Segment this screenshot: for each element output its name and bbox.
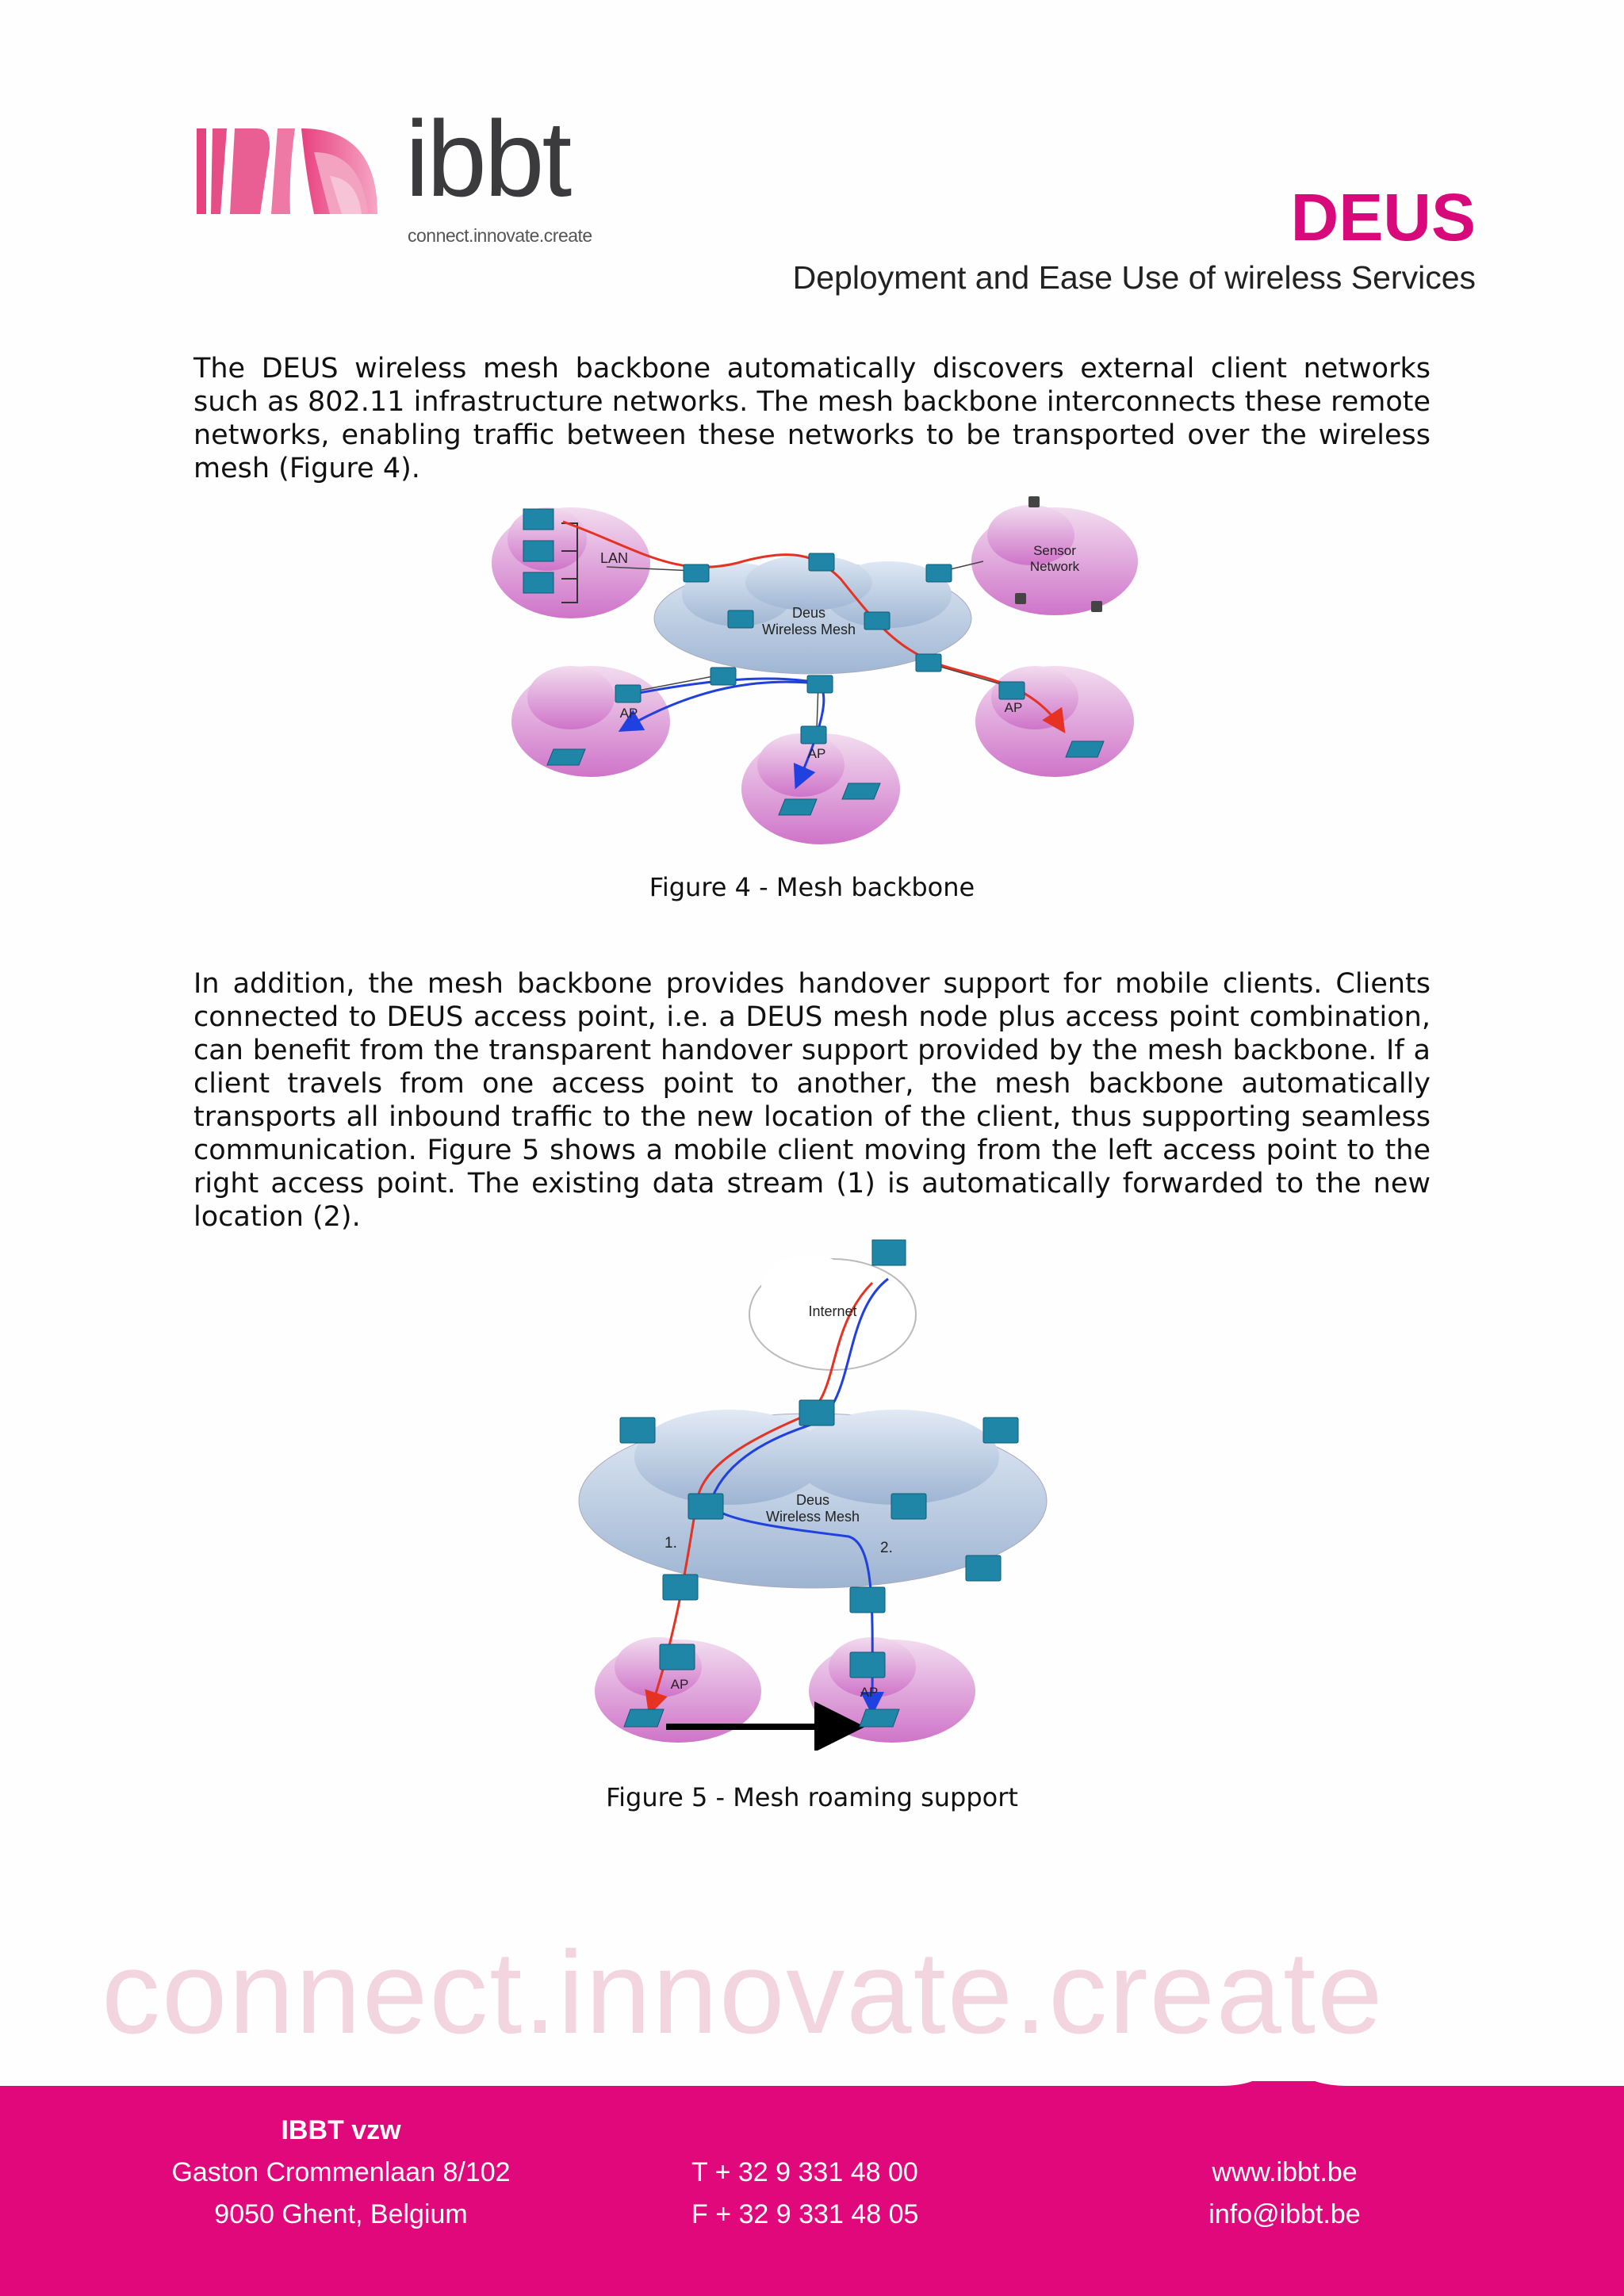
mesh-node-icon bbox=[850, 1587, 885, 1613]
ap-label-left: AP bbox=[670, 1677, 689, 1692]
laptop-icon bbox=[779, 799, 817, 815]
page-footer bbox=[0, 2081, 1624, 2296]
sensor-label-line1: Sensor bbox=[1033, 543, 1076, 558]
mesh-label-line1: Deus bbox=[791, 605, 826, 621]
footer-fax: F + 32 9 331 48 05 bbox=[691, 2199, 919, 2229]
computer-icon bbox=[523, 572, 553, 593]
mesh-node-icon bbox=[684, 564, 709, 582]
computer-icon bbox=[523, 541, 553, 561]
mesh-node-icon bbox=[728, 610, 753, 628]
sensor-icon bbox=[1015, 593, 1026, 604]
mesh-node-icon bbox=[620, 1418, 655, 1443]
mesh-node-icon bbox=[809, 553, 834, 571]
ap-node-icon bbox=[801, 726, 826, 744]
figure-mesh-backbone bbox=[476, 492, 1150, 858]
mesh-node-icon bbox=[710, 668, 736, 685]
ap-node-icon bbox=[999, 682, 1025, 699]
mesh-node-icon bbox=[864, 612, 890, 629]
mesh-node-icon bbox=[916, 654, 941, 672]
footer-phone: T + 32 9 331 48 00 bbox=[691, 2157, 918, 2187]
stream-1-label: 1. bbox=[665, 1535, 677, 1552]
ap-label-bottom: AP bbox=[807, 746, 826, 761]
sensor-label-line2: Network bbox=[1029, 559, 1080, 574]
mesh-label-line2: Wireless Mesh bbox=[765, 1509, 860, 1525]
laptop-icon-new-location bbox=[860, 1709, 899, 1727]
tagline-watermark: connect.innovate.create bbox=[102, 1927, 1385, 2058]
laptop-icon bbox=[842, 783, 880, 799]
mesh-node-icon bbox=[688, 1494, 723, 1519]
document-title: DEUS bbox=[1290, 180, 1476, 254]
mesh-node-icon bbox=[799, 1400, 834, 1425]
ibbt-logo-mark bbox=[195, 128, 393, 216]
ap-node-icon bbox=[660, 1644, 695, 1670]
footer-address-line1: Gaston Crommenlaan 8/102 bbox=[171, 2157, 511, 2187]
ap-label-right: AP bbox=[1004, 700, 1023, 715]
footer-org-name: IBBT vzw bbox=[281, 2115, 401, 2145]
figure-mesh-roaming bbox=[571, 1235, 1063, 1751]
computer-icon bbox=[523, 509, 553, 530]
ap-node-icon bbox=[615, 685, 641, 702]
footer-email-link[interactable]: info@ibbt.be bbox=[1208, 2199, 1361, 2229]
laptop-icon-old-location bbox=[624, 1709, 664, 1727]
ap-label-left: AP bbox=[619, 706, 638, 721]
body-paragraph-1: The DEUS wireless mesh backbone automatically discovers external client networks such as 802.11 infrastructure networks. The mesh backbone interconnects these remote networks, enabling traffic between these networks to be transported over the wireless mesh (Figure 4). bbox=[193, 353, 1431, 484]
mesh-node-icon bbox=[807, 675, 833, 693]
mesh-node-icon bbox=[983, 1418, 1018, 1443]
mesh-roaming-diagram bbox=[571, 1235, 1063, 1751]
footer-website-link[interactable]: www.ibbt.be bbox=[1212, 2157, 1358, 2187]
mesh-node-icon bbox=[663, 1575, 698, 1600]
mesh-label-line1: Deus bbox=[795, 1492, 830, 1508]
logo-wordmark: ibbt bbox=[405, 98, 570, 219]
lan-label: LAN bbox=[600, 550, 629, 566]
body-paragraph-2: In addition, the mesh backbone provides handover support for mobile clients. Clients connected to DEUS access point, i.e. a DEUS mesh node plus access point combination, can benefit from the transparent handover support provided by the mesh backbone. If a client travels from one access point to another, the mesh backbone automatically transports all inbound traffic to the new location of the client, thus supporting seamless communication. Figure 5 shows a mobile client moving from the left access point to the right access point. The existing data stream (1) is automatically forwarded to the new location (2). bbox=[193, 968, 1431, 1233]
laptop-icon bbox=[1066, 741, 1104, 757]
logo-tagline: connect.innovate.create bbox=[408, 225, 592, 246]
internet-label: Internet bbox=[808, 1303, 857, 1319]
ap-cloud-left bbox=[511, 666, 670, 777]
sensor-icon bbox=[1091, 601, 1102, 612]
sensor-icon bbox=[1028, 496, 1040, 507]
footer-background bbox=[0, 2081, 1624, 2296]
footer-address-line2: 9050 Ghent, Belgium bbox=[214, 2199, 468, 2229]
ibbt-logo bbox=[195, 98, 592, 254]
mesh-node-icon bbox=[966, 1556, 1001, 1581]
server-computer-icon bbox=[872, 1240, 906, 1265]
stream-2-label: 2. bbox=[880, 1540, 893, 1556]
mesh-backbone-diagram bbox=[476, 492, 1150, 858]
mesh-label-line2: Wireless Mesh bbox=[761, 622, 856, 637]
ap-label-right: AP bbox=[860, 1685, 879, 1700]
mesh-node-icon bbox=[891, 1494, 926, 1519]
ap-node-icon bbox=[850, 1652, 885, 1678]
laptop-icon bbox=[547, 749, 585, 765]
figure-4-caption: Figure 4 - Mesh backbone bbox=[649, 872, 975, 902]
mesh-node-icon bbox=[926, 564, 952, 582]
figure-5-caption: Figure 5 - Mesh roaming support bbox=[606, 1782, 1018, 1812]
document-subtitle: Deployment and Ease Use of wireless Services bbox=[792, 259, 1476, 296]
